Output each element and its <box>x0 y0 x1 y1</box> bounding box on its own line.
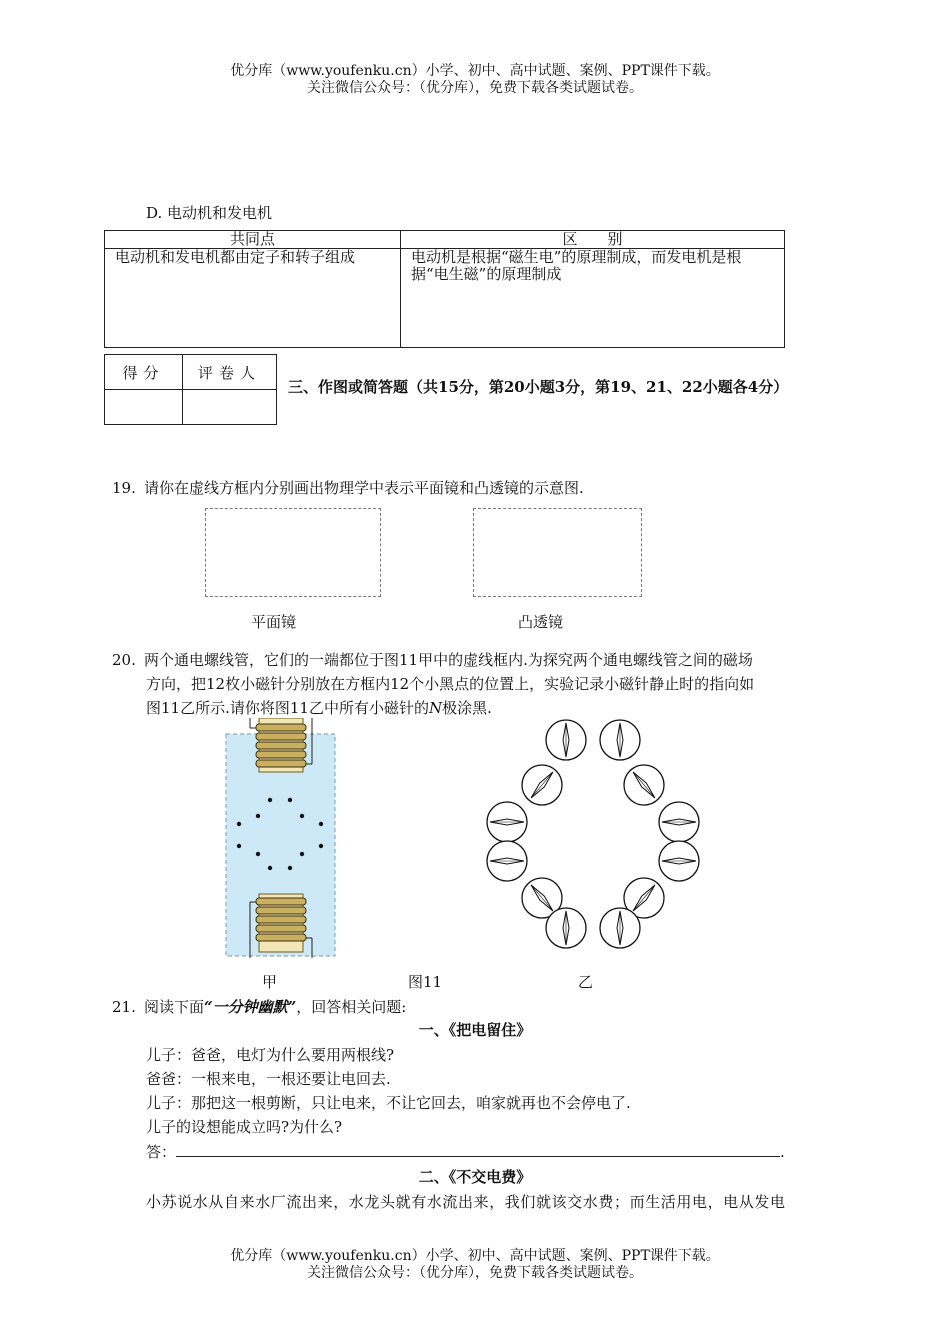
figure-label-yi: 乙 <box>578 973 594 991</box>
header-line-2: 关注微信公众号：（优分库），免费下载各类试题试卷。 <box>307 80 643 96</box>
header-line-1: 优分库（www.youfenku.cn）小学、初中、高中试题、案例、PPT课件下载。 <box>230 63 720 79</box>
coil-turn <box>256 907 306 914</box>
answer-label: 答： <box>146 1143 177 1161</box>
compass[interactable] <box>659 802 699 842</box>
line-3-b: 极涂黑. <box>442 699 492 717</box>
coil-turn <box>256 724 306 731</box>
grader-cell[interactable] <box>183 390 277 425</box>
dot <box>319 822 323 826</box>
line-3-a: 图11乙所示.请你将图11乙中所有小磁针的 <box>146 699 429 717</box>
dot <box>288 798 292 802</box>
part-2-text: 小苏说水从自来水厂流出来，水龙头就有水流出来，我们就该交水费；而生活用电，电从发电 <box>146 1193 786 1211</box>
answer-end: . <box>780 1143 785 1161</box>
part-2-title: 二、《不交电费》 <box>418 1168 532 1186</box>
cell-difference: 电动机是根据“磁生电”的原理制成，而发电机是根据“电生磁”的原理制成 <box>401 249 785 348</box>
draw-box-plane-mirror[interactable] <box>205 508 381 597</box>
intro-a: 阅读下面 <box>144 998 205 1016</box>
coil-turn <box>256 760 306 767</box>
compass[interactable] <box>546 908 586 948</box>
figure-11-jia-solenoids <box>222 718 340 960</box>
question-number: 21. <box>112 998 136 1016</box>
question-number: 20. <box>112 651 136 669</box>
compass[interactable] <box>546 720 586 760</box>
footer-line-2: 关注微信公众号：（优分库），免费下载各类试题试卷。 <box>307 1265 643 1281</box>
dot <box>319 844 323 848</box>
question-text: 请你在虚线方框内分别画出物理学中表示平面镜和凸透镜的示意图. <box>144 479 584 497</box>
compass[interactable] <box>624 765 664 805</box>
dot <box>288 866 292 870</box>
dot <box>256 852 260 856</box>
score-cell[interactable] <box>105 390 183 425</box>
coil-turn <box>256 733 306 740</box>
dialog-son-1: 儿子：爸爸，电灯为什么要用两根线? <box>146 1046 395 1064</box>
score-table <box>104 354 277 425</box>
figure-title: 图11 <box>408 973 443 991</box>
compass[interactable] <box>487 802 527 842</box>
dot <box>268 798 272 802</box>
dot <box>300 814 304 818</box>
col-header-common: 共同点 <box>105 231 401 249</box>
compass[interactable] <box>659 841 699 881</box>
compass[interactable] <box>522 765 562 805</box>
compass[interactable] <box>487 841 527 881</box>
cell-common: 电动机和发电机都由定子和转子组成 <box>105 249 401 348</box>
coil-turn <box>256 916 306 923</box>
compass[interactable] <box>600 908 640 948</box>
figure-label-jia: 甲 <box>262 973 278 991</box>
draw-box-convex-lens[interactable] <box>473 508 642 597</box>
dialog-dad: 爸爸：一根来电，一根还要让电回去. <box>146 1070 391 1088</box>
coil-turn <box>256 751 306 758</box>
score-label: 得分 <box>105 355 183 390</box>
answer-blank[interactable] <box>176 1141 780 1157</box>
grader-label: 评卷人 <box>183 355 277 390</box>
dot <box>237 844 241 848</box>
question-19 <box>112 476 584 500</box>
dot <box>256 814 260 818</box>
dot <box>300 852 304 856</box>
figure-11-yi-compasses <box>480 715 710 955</box>
intro-c: ，回答相关问题: <box>296 998 407 1016</box>
question-text-line-1: 两个通电螺线管，它们的一端都位于图11甲中的虚线框内.为探究两个通电螺线管之间的磁场 <box>144 651 753 669</box>
bottom-solenoid <box>250 894 312 958</box>
dialog-son-2: 儿子：那把这一根剪断，只让电来，不让它回去，咱家就再也不会停电了. <box>146 1094 631 1112</box>
top-solenoid <box>250 718 312 772</box>
col-header-difference: 区 别 <box>401 231 785 249</box>
label-convex-lens: 凸透镜 <box>518 613 564 631</box>
option-d: D. 电动机和发电机 <box>146 204 273 222</box>
coil-turn <box>256 925 306 932</box>
question-20-line-2: 方向，把12枚小磁针分别放在方框内12个小黑点的位置上，实验记录小磁针静止时的指向如 <box>146 675 755 693</box>
coil-turn <box>256 934 306 941</box>
question-21 <box>112 995 406 1019</box>
dot <box>268 866 272 870</box>
compare-table <box>104 230 785 348</box>
n-pole-letter: N <box>428 699 443 717</box>
compass[interactable] <box>600 720 640 760</box>
label-plane-mirror: 平面镜 <box>251 613 297 631</box>
dot <box>237 822 241 826</box>
question-number: 19. <box>112 479 136 497</box>
question-prompt: 儿子的设想能成立吗?为什么? <box>146 1118 343 1136</box>
question-20-line-3 <box>146 696 492 720</box>
part-1-title: 一、《把电留住》 <box>418 1021 532 1039</box>
footer-line-1: 优分库（www.youfenku.cn）小学、初中、高中试题、案例、PPT课件下载。 <box>230 1248 720 1264</box>
answer-line <box>146 1140 785 1164</box>
section-3-title: 三、作图或简答题（共15分，第20小题3分，第19、21、22小题各4分） <box>288 378 789 396</box>
question-20 <box>112 648 753 672</box>
intro-title: “一分钟幽默” <box>204 998 297 1016</box>
coil-turn <box>256 742 306 749</box>
compass-group <box>487 720 699 948</box>
coil-turn <box>256 898 306 905</box>
